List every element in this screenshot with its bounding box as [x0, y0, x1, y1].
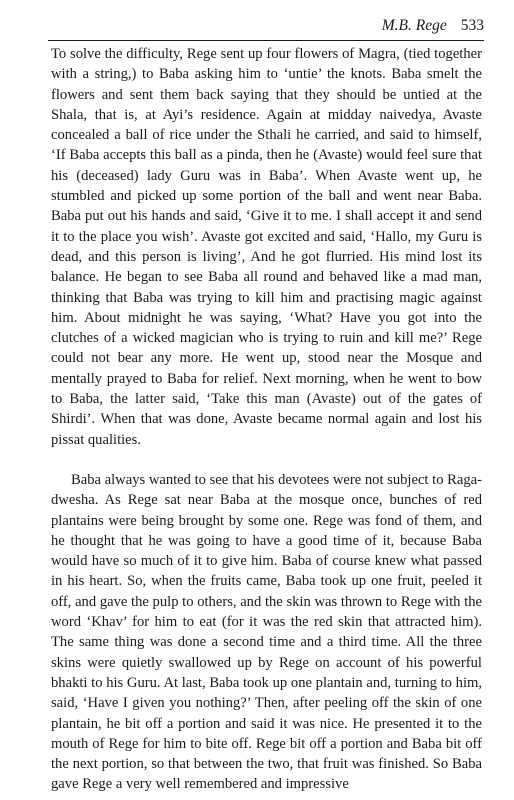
running-header — [48, 14, 484, 41]
running-title: M.B. Rege — [381, 17, 447, 34]
body-text — [51, 44, 482, 795]
page-number: 533 — [460, 17, 484, 34]
paragraph: To solve the difficulty, Rege sent up four flowers of Magra, (tied together with a string,) to Baba asking him to ‘untie’ the knots. Baba smelt the flowers and sent them back saying that they should be untied at the Shala, that is, at Ayi’s residence. Again at midday naivedya, Avaste concealed a ball of rice under the Sthali he carried, and said to himself, ‘If Baba accepts this ball as a pinda, then he (Avaste) would feel sure that his (deceased) lady Guru was in Baba’. When Avaste went up, he stumbled and picked up some portion of the ball and went near Baba. Baba put out his hands and said, ‘Give it to me. I shall accept it and send it to the place you wish’. Avaste got excited and said, ‘Hallo, my Guru is dead, and this person is living’, And he got flurried. His mind lost its balance. He began to see Baba all round and behaved like a mad man, thinking that Baba was trying to kill him and practising magic against him. About midnight he was saying, ‘What? Have you got into the clutches of a wicked magician who is trying to ruin and kill me?’ Rege could not bear any more. He went up, stood near the Mosque and mentally prayed to Baba for relief. Next morning, when he went to bow to Baba, the latter said, ‘Take this man (Avaste) out of the gates of Shirdi’. When that was done, Avaste became normal again and lost his pissat qualities. — [51, 46, 482, 448]
paragraph: Baba always wanted to see that his devotees were not subject to Raga-dwesha. As Rege sat near Baba at the mosque once, bunches of red plantains were being brought by some one. Rege was fond of them, and he thought that he was going to have a good time of it, because Baba would have so much of it to give him. Baba of course knew what passed in his heart. So, when the fruits came, Baba took up one fruit, peeled it off, and gave the pulp to others, and the skin was thrown to Rege with the word ‘Khav’ for him to eat (for it was the red skin that attracted him). The same thing was done a second time and a third time. All the three skins were quietly swallowed up by Rege on account of his powerful bhakti to his Guru. At last, Baba took up one plantain and, turning to him, said, ‘Have I given you nothing?’ Then, after peeling off the skin of one plantain, he bit off a portion and said it was nice. He presented it to the mouth of Rege for him to bite off. Rege bit off a portion and Baba bit off the next portion, so that between the two, that fruit was finished. So Baba gave Rege a very well remembered and impressive — [51, 471, 482, 793]
